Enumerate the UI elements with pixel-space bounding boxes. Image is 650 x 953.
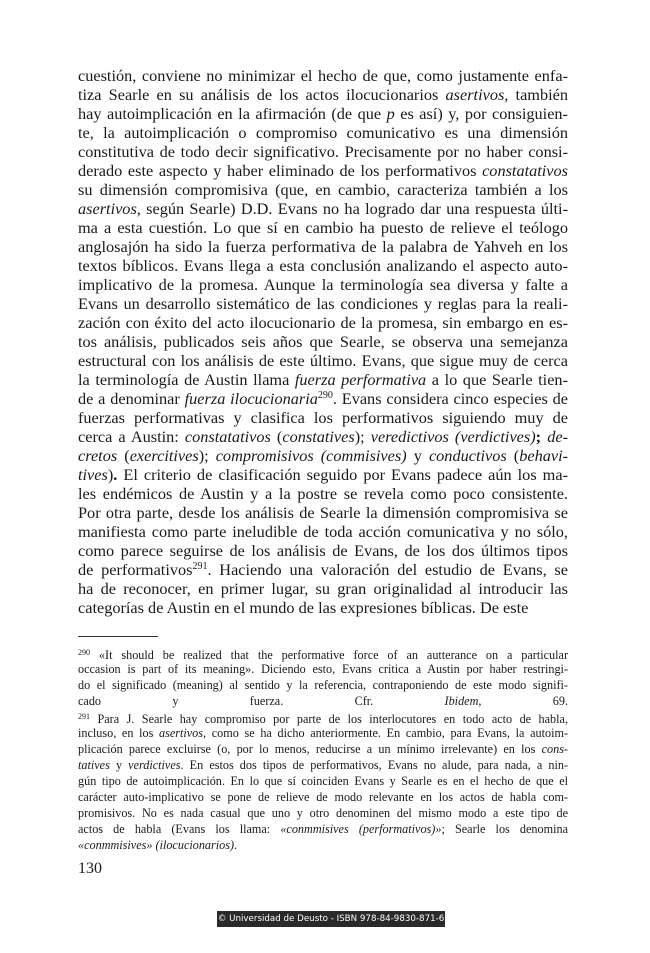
text-line: como parece seguirse de los análisis de Evans, de los dos últimos tipos — [78, 541, 568, 560]
text-line: asertivos, según Searle) D.D. Evans no ha logrado dar una respuesta últi- — [78, 199, 568, 218]
text-line: derado este aspecto y haber eliminado de los performativos constatativos — [78, 161, 568, 180]
text-line: manifiesta como parte ineludible de toda acción comunicativa y no sólo, — [78, 522, 568, 541]
text-line: les endémicos de Austin y a la postre se revela como poco consistente. — [78, 484, 568, 503]
footnote-divider — [78, 636, 158, 637]
footnote-ref: 291 — [192, 561, 208, 572]
text-line: te, la autoimplicación o compromiso comunicativo es una dimensión — [78, 123, 568, 142]
text-line: su dimensión compromisiva (que, en cambio, caracteriza también a los — [78, 180, 568, 199]
footnote-ref: 290 — [317, 390, 333, 401]
text-line: categorías de Austin en el mundo de las expresiones bíblicas. De este — [78, 598, 529, 617]
footnote-line: $^{291}$ Para J. Searle hay compromiso por parte de los interlocutores en todo acto de habla, — [78, 712, 568, 726]
text-line: hay autoimplicación en la afirmación (de que p es así) y, por consiguien- — [78, 104, 568, 123]
text-line: de performativos$^{291}$. Haciendo una valoración del estudio de Evans, se — [78, 560, 568, 579]
page-number: 130 — [78, 860, 102, 877]
footnote-line: tatives y verdictives. En estos dos tipos de performativos, Evans no alude, para nada, a nin- — [78, 758, 569, 772]
footnote-line: plicación parece excluirse (o, por lo menos, reducirse a un mínimo irrelevante) en los cons- — [78, 742, 568, 756]
publisher-footer: © Universidad de Deusto - ISBN 978-84-9830-871-6 — [217, 911, 445, 927]
text-line: tives). El criterio de clasificación seguido por Evans padece aún los ma- — [78, 465, 568, 484]
text-line: implicativo de la promesa. Aunque la terminología sea diversa y falte a — [78, 275, 568, 294]
main-text — [78, 66, 568, 617]
footnotes — [78, 645, 568, 853]
footnote-line: actos de habla (Evans los llama: «conmmisives (performativos)»; Searle los denomina — [78, 822, 568, 836]
text-line: cerca a Austin: constatativos (constatives); veredictivos (verdictives); de- — [78, 427, 568, 446]
text-line: constitutiva de todo decir significativo. Precisamente por no haber consi- — [78, 142, 568, 161]
text-line: de a denominar fuerza ilocucionaria$^{290}$. Evans considera cinco especies de — [78, 389, 568, 408]
body-paragraph — [78, 66, 568, 617]
text-line: textos bíblicos. Evans llega a esta conclusión analizando el aspecto auto- — [78, 256, 568, 275]
footnote-number: 291 — [78, 712, 90, 721]
text-line: fuerzas performativas y clasifica los performativos siguiendo muy de — [78, 408, 568, 427]
footnote-line: $^{290}$ «It should be realized that the performative force of an autterance on a particular — [78, 648, 568, 662]
footnote-number: 290 — [78, 648, 90, 657]
text-line: tos análisis, publicados seis años que Searle, se observa una semejanza — [78, 332, 568, 351]
text-line: tiza Searle en su análisis de los actos ilocucionarios asertivos, también — [78, 85, 568, 104]
footnote-line: «conmmisives» (ilocucionarios). — [78, 838, 238, 852]
text-line: estructural con los análisis de este último. Evans, que sigue muy de cerca — [78, 351, 568, 370]
footnote-line: do el significado (meaning) al sentido y la referencia, contraponiendo de este modo signifi- — [78, 678, 568, 692]
text-line: cretos (exercitives); compromisivos (commisives) y conductivos (behavi- — [78, 446, 569, 465]
footnote-line: promisivos. No es nada casual que uno y otro denominen del mismo modo a este tipo de — [78, 806, 568, 820]
footnote-line: gún tipo de autoimplicación. En lo que sí coinciden Evans y Searle es en el hecho de que el — [78, 774, 568, 788]
text-line: anglosajón ha sido la fuerza performativa de la palabra de Yahveh en los — [78, 237, 568, 256]
text-line: ma a esta cuestión. Lo que sí en cambio ha puesto de relieve el teólogo — [78, 218, 568, 237]
text-line: cuestión, conviene no minimizar el hecho de que, como justamente enfa- — [78, 66, 568, 85]
text-line: Por otra parte, desde los análisis de Searle la dimensión compromisiva se — [78, 503, 568, 522]
text-line: ha de reconocer, en primer lugar, su gran originalidad al introducir las — [78, 579, 568, 598]
text-line: Evans un desarrollo sistemático de las condiciones y reglas para la reali- — [78, 294, 568, 313]
footnote-line: incluso, en los asertivos, como se ha dicho anteriormente. En cambio, para Evans, la autoim- — [78, 726, 568, 740]
footnote-line: carácter auto-implicativo se pone de relieve de modo relevante en los actos de habla com- — [78, 790, 568, 804]
footnote-line: occasion is part of its meaning». Diciendo esto, Evans critica a Austin por haber restringi- — [78, 662, 568, 676]
text-line: la terminología de Austin llama fuerza performativa a lo que Searle tien- — [78, 370, 568, 389]
footnote-line: cado y fuerza. Cfr. Ibidem, 69. — [78, 694, 568, 708]
text-line: zación con éxito del acto ilocucionario de la promesa, sin embargo en es- — [78, 313, 568, 332]
